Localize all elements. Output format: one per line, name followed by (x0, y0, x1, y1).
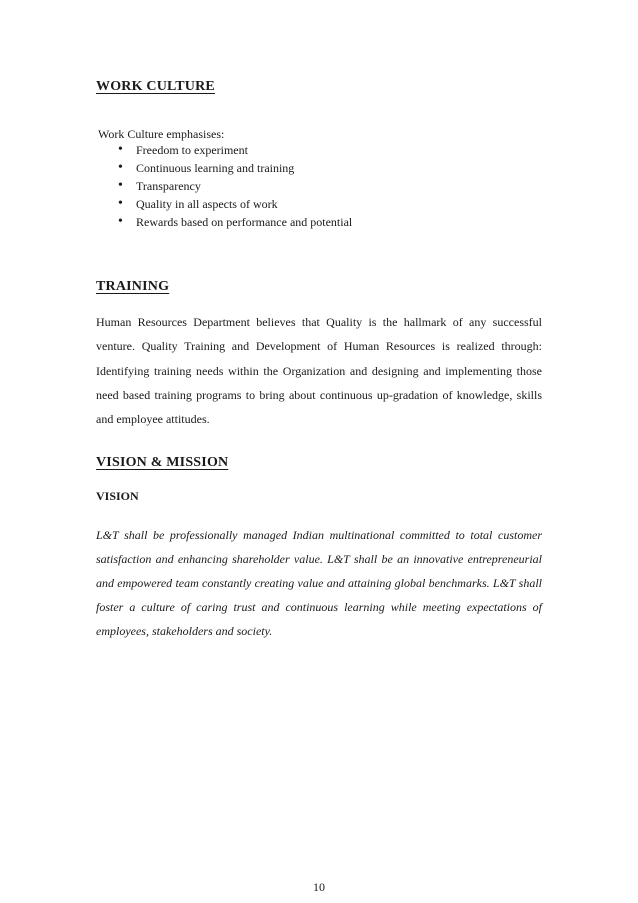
training-paragraph: Human Resources Department believes that Quality is the hallmark of any successful venture. Quality Training and Development of Human Resources is realized through: Identifying training needs within the Organization and designing and implementing those need based training programs to bring about continuous up-gradation of knowledge, skills and employee attitudes. (96, 315, 542, 427)
vision-mission-heading: VISION & MISSION (96, 455, 229, 470)
bullet-icon: • (118, 142, 123, 157)
list-item (118, 159, 352, 177)
bullet-icon: • (118, 178, 123, 193)
work-culture-list (118, 141, 352, 231)
list-item-text: Rewards based on performance and potential (136, 215, 353, 229)
training-heading: TRAINING (96, 279, 170, 294)
bullet-icon: • (118, 160, 123, 175)
page-number: 10 (313, 880, 325, 894)
bullet-icon: • (118, 214, 123, 229)
list-item (118, 141, 352, 159)
list-item (118, 177, 352, 195)
list-item (118, 195, 352, 213)
vision-subheading: VISION (96, 489, 139, 503)
work-culture-intro: Work Culture emphasises: (98, 127, 225, 141)
list-item (118, 213, 352, 231)
vision-paragraph: L&T shall be professionally managed Indian multinational committed to total customer satisfaction and enhancing shareholder value. L&T shall be an innovative entrepreneurial and empowered team constantly creating value and attaining global benchmarks. L&T shall foster a culture of caring trust and continuous learning while meeting expectations of employees, stakeholders and society. (96, 528, 542, 638)
list-item-text: Transparency (136, 179, 201, 193)
list-item-text: Freedom to experiment (136, 143, 248, 157)
list-item-text: Continuous learning and training (136, 161, 295, 175)
list-item-text: Quality in all aspects of work (136, 197, 278, 211)
bullet-icon: • (118, 196, 123, 211)
work-culture-heading: WORK CULTURE (96, 79, 215, 94)
